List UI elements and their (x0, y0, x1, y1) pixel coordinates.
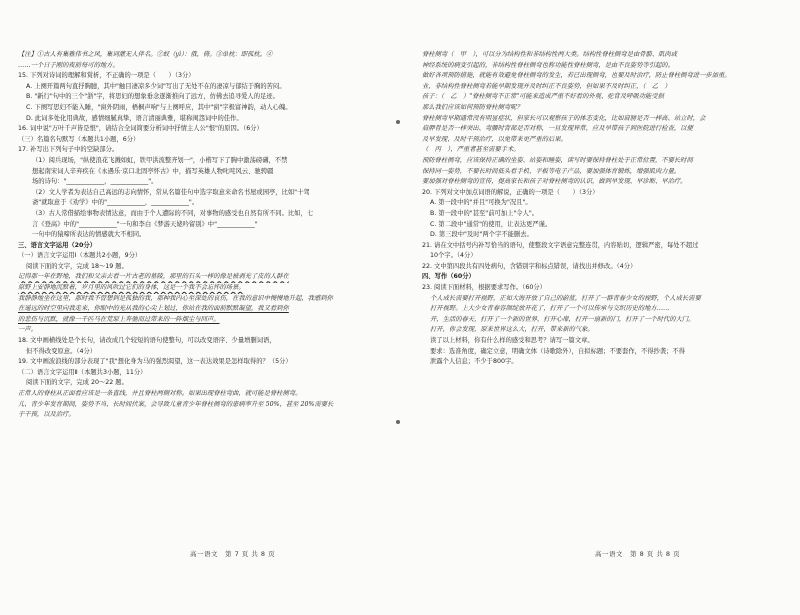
text-line: 一声。 (18, 326, 37, 334)
text-line: 斋"就取意于《劝学》中的"____________，____________"。 (32, 199, 199, 207)
text-line: 言《登高》中的"____________"一句和李白《梦游天姥吟留别》中"____________" (32, 220, 258, 228)
text-line: 读了以上材料，你有什么样的感受和思考？请写一篇文章。 (430, 337, 594, 345)
text-line: C. 第二段中"通常"的使用，让表达更严谨。 (430, 220, 552, 228)
text-line: 脊柱侧弯（ 甲 ），可以分为结构性和非结构性两大类。结构性脊柱侧弯是由骨骼、肌肉或 (422, 51, 678, 58)
text-line: 我静静地坐在这里，那时我不曾想到是孤独的我，那种我内心至深处的哀伤，在我的意识中慢慢地升起，我感到你 (18, 294, 333, 302)
text-line: （二）语言文字运用Ⅱ（本题共3小题，11分） (18, 368, 147, 376)
text-line: 那么我们应该如何预防脊柱侧弯呢？ (422, 103, 523, 111)
text-line: 的悲伤与沉默，就像一千匹马在荒原上奔驰而过带来的一阵烟尘与回声。 (18, 315, 220, 323)
text-line: 于干预，以及治疗。 (18, 411, 75, 419)
text-line: 23. 阅读下面材料，根据要求写作。（60分） (422, 284, 546, 292)
text-line: 阅读下面的文字，完成 18～19 题。 (26, 262, 128, 270)
text-line: 【注】①古人有集雅伟书之风，集词灌无人伴名。②蚁（yì）：俄，倚。③单枕：即孤枕。④ (18, 51, 273, 58)
text-line: 17. 补写出下列句子中的空缺部分。 (18, 146, 119, 154)
text-line: A. 第一段中的"并且"可换为"况且"。 (430, 199, 532, 207)
text-line: 脊柱侧弯早期通常没有明显症状，但家长可以观察孩子的体态变化，比如肩膀是否一样高、站立时，会 (422, 114, 706, 122)
text-line: （2）文人学者为表达自己高远的志向情怀，常从名篇佳句中选字取意来命名书屋或园亭，比如"十驾 (32, 188, 310, 196)
text-line: A. 上阕开篇两句直抒胸臆，其中"触目凄凉多少词"写出了无处不在的凄凉与郁结于胸的苦闷。 (26, 82, 286, 90)
text-line: （ 丙 ），严重者甚至需要手术。 (422, 146, 520, 154)
text-line: 阅读下面的文字，完成 20～22 题。 (26, 379, 128, 387)
text-line: D. 此词多处化用典故，感情细腻真挚，语言清丽典雅，堪称闺怨词中的佳作。 (26, 114, 243, 122)
text-line: （三）名篇名句默写（本题共1小题，6分） (18, 135, 140, 143)
text-line: 记得那一年在野地，我们和父亲去看一片古老的墓陵，那里的石头一样的像是被剥光了皮的人群在 (18, 273, 289, 281)
text-line: 原野上安静地沉默着，岁月里的风吹过它们的身体，这是一个我不会忘怀的场景。 (18, 284, 245, 292)
text-line: 做好各项预防措施，就能有效避免脊柱侧弯的发生，若已出现侧弯，也要及时治疗，防止脊柱侧弯进一步加重。 (422, 72, 731, 80)
text-line: C. 下阕写思妇不能入睡，"窗外阴雨，梧桐声响"与上阕呼应，其中"窗"字极富神韵，动人心魄。 (26, 103, 292, 111)
text-line: B. 第一段中的"甚至"前可加上"令人"。 (430, 209, 539, 217)
text-line: 开，生活的春天，打开了一个新的世界，打开心扉，打开一扇新的门，打开了一个时代的大门。 (430, 315, 695, 323)
text-line: 个人成长需要打开视野，正如大海开放了自己的蔚蓝，打开了一群青春少女的视野，个人成长需要 (430, 294, 701, 302)
text-line: 肩胛骨是否一样突出、弯腰时背部是否对称，一旦发现异常，应及早带孩子到医院进行检查，以便 (422, 125, 693, 133)
text-line: （3）古人常借描绘事物表情达意，而由于个人遭际的不同，对事物的感受也自然有所不同。比如，七 (32, 209, 314, 217)
text-line: 泄露个人信息；不少于800字。 (430, 358, 518, 366)
text-line: 15. 下列对诗词的理解和赏析，不正确的一项是（ ）（3分） (18, 72, 195, 80)
text-line: （1）阅兵现场，"纵使浪花飞溅如虹，铁甲洪流整齐划一"，小楷写下了胸中激荡磅礴，不禁 (32, 156, 288, 164)
text-line: 三、语言文字运用（20分） (18, 241, 97, 249)
text-line: 10个字。（4分） (430, 252, 477, 260)
text-line: 19. 文中画波浪线的部分表现了"我"想化身为马的强烈渴望，这一表达效果是怎样取得的？（5分） (18, 358, 292, 366)
text-line: 要加强对脊柱侧弯的宣传，提高家长和孩子对脊柱侧弯的认识，做到早发现、早诊断、早治疗。 (422, 178, 687, 186)
text-line: 要求：选准角度，确定立意，明确文体（诗歌除外），自拟标题；不要套作，不得抄袭；不得 (430, 347, 686, 355)
page-footer-left: 高一语文 第 7 页 共 8 页 (190, 550, 276, 558)
text-line: 场的诗句："____________，____________"。 (32, 178, 158, 186)
text-line: D. 第三段中"及时"两个字不能删去。 (430, 231, 533, 239)
text-line: 想起南宋词人辛弃疾在《永遇乐·京口北固亭怀古》中，描写英雄人物叱咤风云、驰骋疆 (32, 167, 274, 175)
text-line: 16. 词中说"万叶千声皆是恨"，请结合全词简要分析词中抒情主人公"恨"的原因。（6分） (18, 125, 263, 133)
right-page (422, 0, 782, 615)
text-line: 打开，你会发现，原来世界这么大，打开，带来新的气象。 (430, 326, 594, 334)
text-line: 一句中的猿啼所表达的情感就大不相同。 (32, 231, 146, 239)
text-line: 儿、青少年发育期间，姿势不当、长时间伏案，会导致儿童青少年脊柱侧弯的患病率升至 50%，甚至 20%需要长 (18, 400, 334, 408)
binding-hole-mark (396, 420, 400, 424)
text-line: （一）语言文字运用Ⅰ（本题共2小题，9分） (18, 252, 142, 260)
text-line: ……一个日子刚的夜前每可的地方。 (18, 61, 119, 69)
text-line: 孩子：（ 乙 ）"脊柱侧弯不正常"可能来造成严重不好看的外观、驼背及呼吸功能受损 (422, 93, 664, 101)
text-line: 20. 下列对文中加点词语的解说，正确的一项是（ ）（3分） (422, 188, 599, 196)
text-line: 保持同一姿势，不要长时间低头看手机、平板等电子产品，要加强体育锻炼，增强肌肉力量。 (422, 167, 681, 175)
left-page (18, 0, 380, 615)
text-line: 业，非结构性脊柱侧弯若能早期发现并及时纠正不良姿势，但如果不及时纠正，（ 乙 ） (422, 82, 671, 90)
text-line: 21. 请在文中括号内补写恰当的语句，使整段文字语意完整连贯，内容贴切，逻辑严密，每处不超过 (422, 241, 699, 249)
text-line: 预防脊柱侧弯，应该保持正确的坐姿、站姿和睡姿，读写时要保持脊柱处于正常位置，不要长时间 (422, 156, 693, 164)
text-line: B. "新行"句中的三个"浙"字，将思妇的想象垂念逐渐推向了远方，仿佛去追寻爱人的足迹。 (26, 93, 279, 101)
text-line: 四、写作（60分） (422, 273, 475, 281)
text-line: 但不得改变原意。（4分） (26, 347, 97, 355)
page-footer-right: 高一语文 第 8 页 共 8 页 (595, 550, 681, 558)
text-line: 神经系统的病变引起的，非结构性脊柱侧弯也称功能性脊柱侧弯，是由不良姿势等引起的。 (422, 61, 674, 69)
text-line: 及早发现、及时干预治疗，以免带来更严重的后果。 (422, 135, 567, 143)
text-line: 18. 文中画横线处是个长句，请改成几个较短的语句使整句，可以改变语序、少量增删词语， (18, 337, 276, 345)
text-line: 22. 文中第四段共有四处病句，含错别字和标点错误，请找出并修改。（4分） (422, 262, 637, 270)
text-line: 正常人的脊柱从正面看应该是一条直线，并且脊柱两侧对称。如果出现脊柱弯曲，就可能是脊柱侧弯。 (18, 390, 302, 397)
text-line: 在遥远的时空里向我走来，你眼中的光从我的心尖上划过，你站在我的面前默默凝望，我又看到你 (18, 305, 289, 313)
text-line: 打开视野。上大少女青春容颜绽放开花了，打开了一个可以传承与交织历史的地方…… (430, 305, 670, 313)
binding-hole-mark (396, 120, 400, 124)
